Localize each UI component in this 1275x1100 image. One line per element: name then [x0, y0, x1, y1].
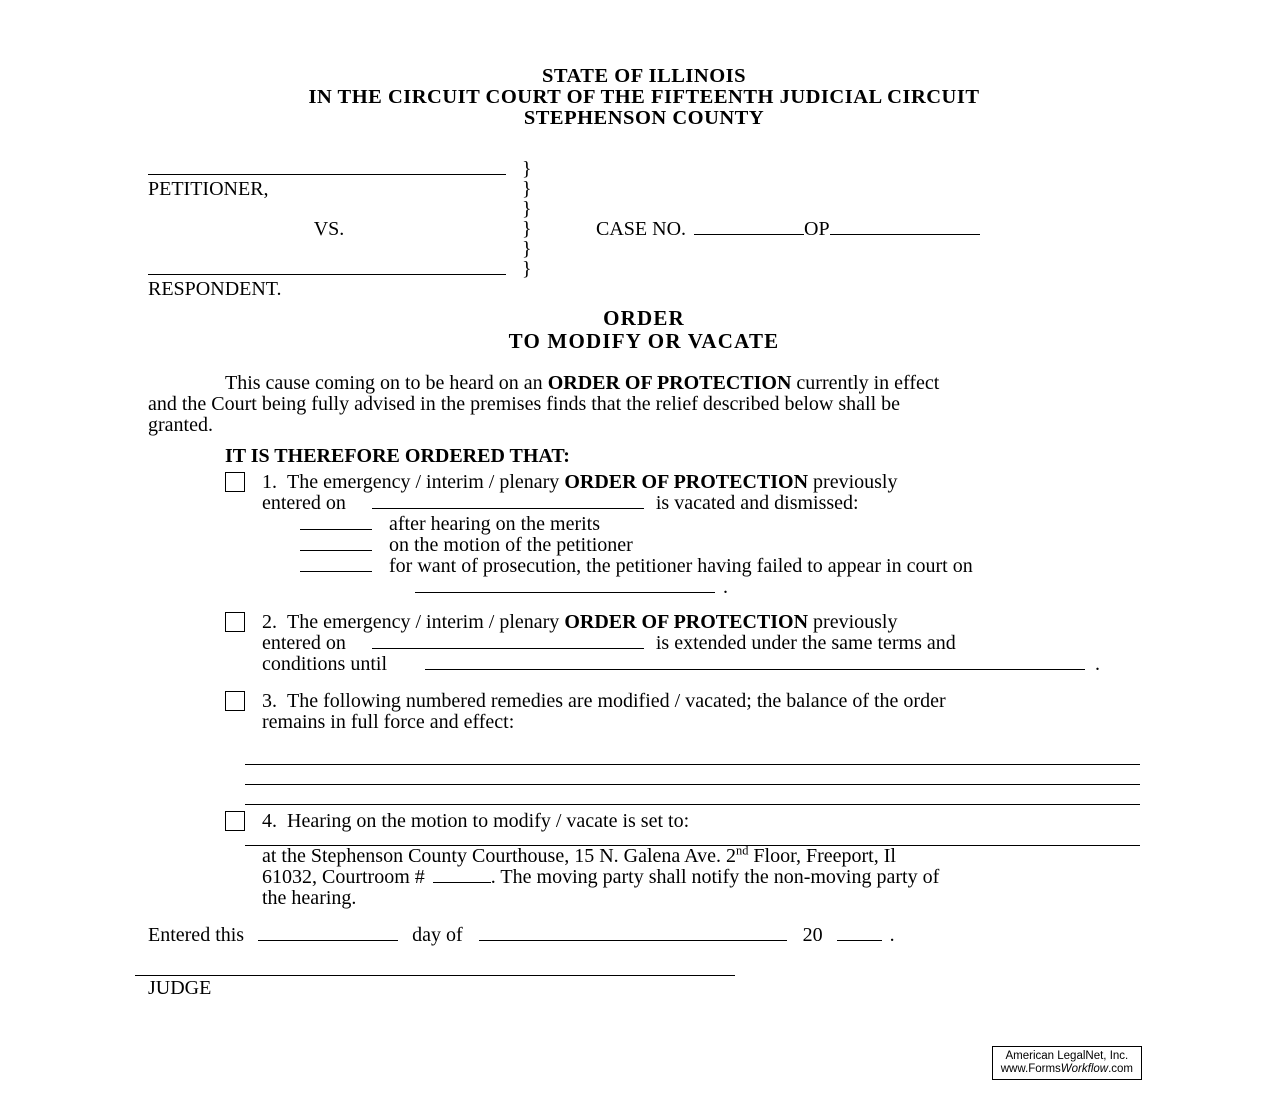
item1-text: The emergency / interim / plenary	[287, 471, 565, 493]
order-item-2	[262, 612, 1140, 675]
ordered-heading: IT IS THEREFORE ORDERED THAT:	[225, 445, 570, 467]
item1-line-1	[262, 472, 1140, 493]
caption-brace: }	[522, 178, 532, 200]
caption-brace: }	[522, 218, 532, 240]
caption-braces	[522, 159, 538, 299]
item2-line-2	[262, 633, 1140, 654]
respondent-name-line[interactable]	[148, 261, 506, 275]
item1-option2-label: on the motion of the petitioner	[389, 534, 633, 556]
intro-text: currently in effect	[791, 372, 940, 394]
item3-text: The following numbered remedies are modified / vacated; the balance of the order	[287, 690, 946, 712]
item2-until-date-field[interactable]	[425, 656, 1085, 670]
item1-checkbox[interactable]	[225, 472, 245, 492]
remedies-write-in-area	[262, 745, 1140, 805]
order-item-4	[262, 811, 1140, 909]
item1-option1-field[interactable]	[300, 516, 372, 530]
document-title	[148, 307, 1140, 353]
item1-option-3	[262, 556, 1140, 577]
judge-label: JUDGE	[148, 977, 212, 999]
item4-ordinal-sup: nd	[736, 843, 749, 858]
entered-year-field[interactable]	[837, 927, 882, 941]
item2-entered-on-label: entered on	[262, 632, 346, 654]
item1-option3-field[interactable]	[300, 558, 372, 572]
remedies-line-2[interactable]	[245, 765, 1140, 785]
item2-period: .	[1095, 653, 1100, 675]
order-item-1	[262, 472, 1140, 598]
caption-spacer	[148, 199, 510, 219]
caption-brace: }	[522, 238, 532, 260]
item1-option-1	[262, 514, 1140, 535]
remedies-line-1[interactable]	[245, 745, 1140, 765]
item1-entered-on-label: entered on	[262, 492, 346, 514]
item1-option-2	[262, 535, 1140, 556]
respondent-label: RESPONDENT.	[148, 278, 282, 300]
courtroom-number-field[interactable]	[433, 869, 491, 883]
url-text: .com	[1108, 1063, 1133, 1075]
item1-text: previously	[808, 471, 898, 493]
hearing-datetime-line[interactable]	[245, 832, 1140, 846]
order-item-3	[262, 691, 1140, 805]
entered-month-field[interactable]	[479, 927, 787, 941]
formsworkflow-url	[1001, 1063, 1133, 1076]
caption-parties	[148, 159, 510, 299]
vs-label: VS.	[313, 218, 345, 240]
item2-text: previously	[808, 611, 898, 633]
day-of-label: day of	[412, 924, 463, 946]
item1-option2-field[interactable]	[300, 537, 372, 551]
item4-address-text: Floor, Freeport, Il	[748, 845, 896, 867]
item2-entered-date-field[interactable]	[372, 635, 644, 649]
intro-line-2: and the Court being fully advised in the premises finds that the relief described below shall be	[148, 393, 901, 415]
legalnet-company: American LegalNet, Inc.	[1005, 1050, 1129, 1062]
court-circuit-line: IN THE CIRCUIT COURT OF THE FIFTEENTH JUDICIAL CIRCUIT	[308, 86, 980, 108]
entered-day-field[interactable]	[258, 927, 398, 941]
court-county-line: STEPHENSON COUNTY	[523, 107, 765, 129]
item1-option3-label: for want of prosecution, the petitioner having failed to appear in court on	[389, 555, 973, 577]
judge-signature-line[interactable]	[135, 958, 735, 976]
entered-date-line	[148, 925, 1140, 946]
entered-this-label: Entered this	[148, 924, 245, 946]
item4-courtroom-label: 61032, Courtroom #	[262, 866, 425, 888]
item2-line-3	[262, 654, 1140, 675]
item4-number: 4.	[262, 810, 277, 832]
item1-failed-date-field[interactable]	[415, 579, 715, 593]
item4-checkbox[interactable]	[225, 811, 245, 831]
item2-text: The emergency / interim / plenary	[287, 611, 565, 633]
case-number-line	[596, 159, 980, 299]
item1-option1-label: after hearing on the merits	[389, 513, 601, 535]
item3-checkbox[interactable]	[225, 691, 245, 711]
petitioner-name-line[interactable]	[148, 161, 506, 175]
item4-address-text: at the Stephenson County Courthouse, 15 N. Galena Ave. 2	[262, 845, 737, 867]
case-number-field-1[interactable]	[694, 221, 804, 235]
item1-period: .	[723, 576, 728, 598]
signature-block	[148, 958, 1140, 999]
entered-line-period: .	[889, 924, 895, 946]
caption-spacer	[148, 239, 510, 259]
op-label: OP	[804, 218, 830, 240]
item1-number: 1.	[262, 471, 277, 493]
intro-bold-text: ORDER OF PROTECTION	[547, 372, 792, 394]
caption-brace: }	[522, 198, 532, 220]
item2-checkbox[interactable]	[225, 612, 245, 632]
remedies-line-3[interactable]	[245, 785, 1140, 805]
item2-number: 2.	[262, 611, 277, 633]
case-caption	[148, 159, 1140, 299]
item4-text: Hearing on the motion to modify / vacate is set to:	[287, 810, 690, 832]
order-subtitle: TO MODIFY OR VACATE	[508, 329, 780, 353]
case-number-field-2[interactable]	[830, 221, 980, 235]
order-title: ORDER	[603, 306, 685, 330]
item1-bold-text: ORDER OF PROTECTION	[564, 471, 809, 493]
legalnet-branding-box	[992, 1046, 1142, 1080]
url-text: www.Forms	[1000, 1063, 1061, 1075]
court-header	[148, 66, 1140, 129]
caption-brace: }	[522, 158, 532, 180]
item4-notify-text: . The moving party shall notify the non-moving party of	[490, 866, 940, 888]
intro-line-3: granted.	[148, 414, 213, 436]
item1-vacated-text: is vacated and dismissed:	[655, 492, 859, 514]
item3-line-2: remains in full force and effect:	[262, 711, 515, 733]
item4-address-line-1	[262, 843, 1140, 867]
caption-brace: }	[522, 258, 532, 280]
item4-address-line-2	[262, 867, 1140, 888]
item4-line-1	[262, 811, 1140, 832]
item3-line-1	[262, 691, 1140, 712]
court-state-line: STATE OF ILLINOIS	[541, 65, 747, 87]
intro-line-1	[148, 373, 1140, 394]
item2-conditions-label: conditions until	[262, 653, 387, 675]
item4-address-line-3: the hearing.	[262, 887, 357, 909]
item2-extended-text: is extended under the same terms and	[655, 632, 956, 654]
item1-failed-date-line	[415, 577, 1140, 598]
year-prefix-label: 20	[802, 924, 823, 946]
item2-bold-text: ORDER OF PROTECTION	[564, 611, 809, 633]
case-no-label: CASE NO.	[596, 218, 687, 240]
item1-line-2	[262, 493, 1140, 514]
petitioner-label: PETITIONER,	[148, 178, 269, 200]
intro-text: This cause coming on to be heard on an	[225, 372, 548, 394]
intro-paragraph	[148, 373, 1140, 436]
url-italic-text: Workflow	[1060, 1063, 1109, 1075]
item1-entered-date-field[interactable]	[372, 495, 644, 509]
item3-number: 3.	[262, 690, 277, 712]
item2-line-1	[262, 612, 1140, 633]
